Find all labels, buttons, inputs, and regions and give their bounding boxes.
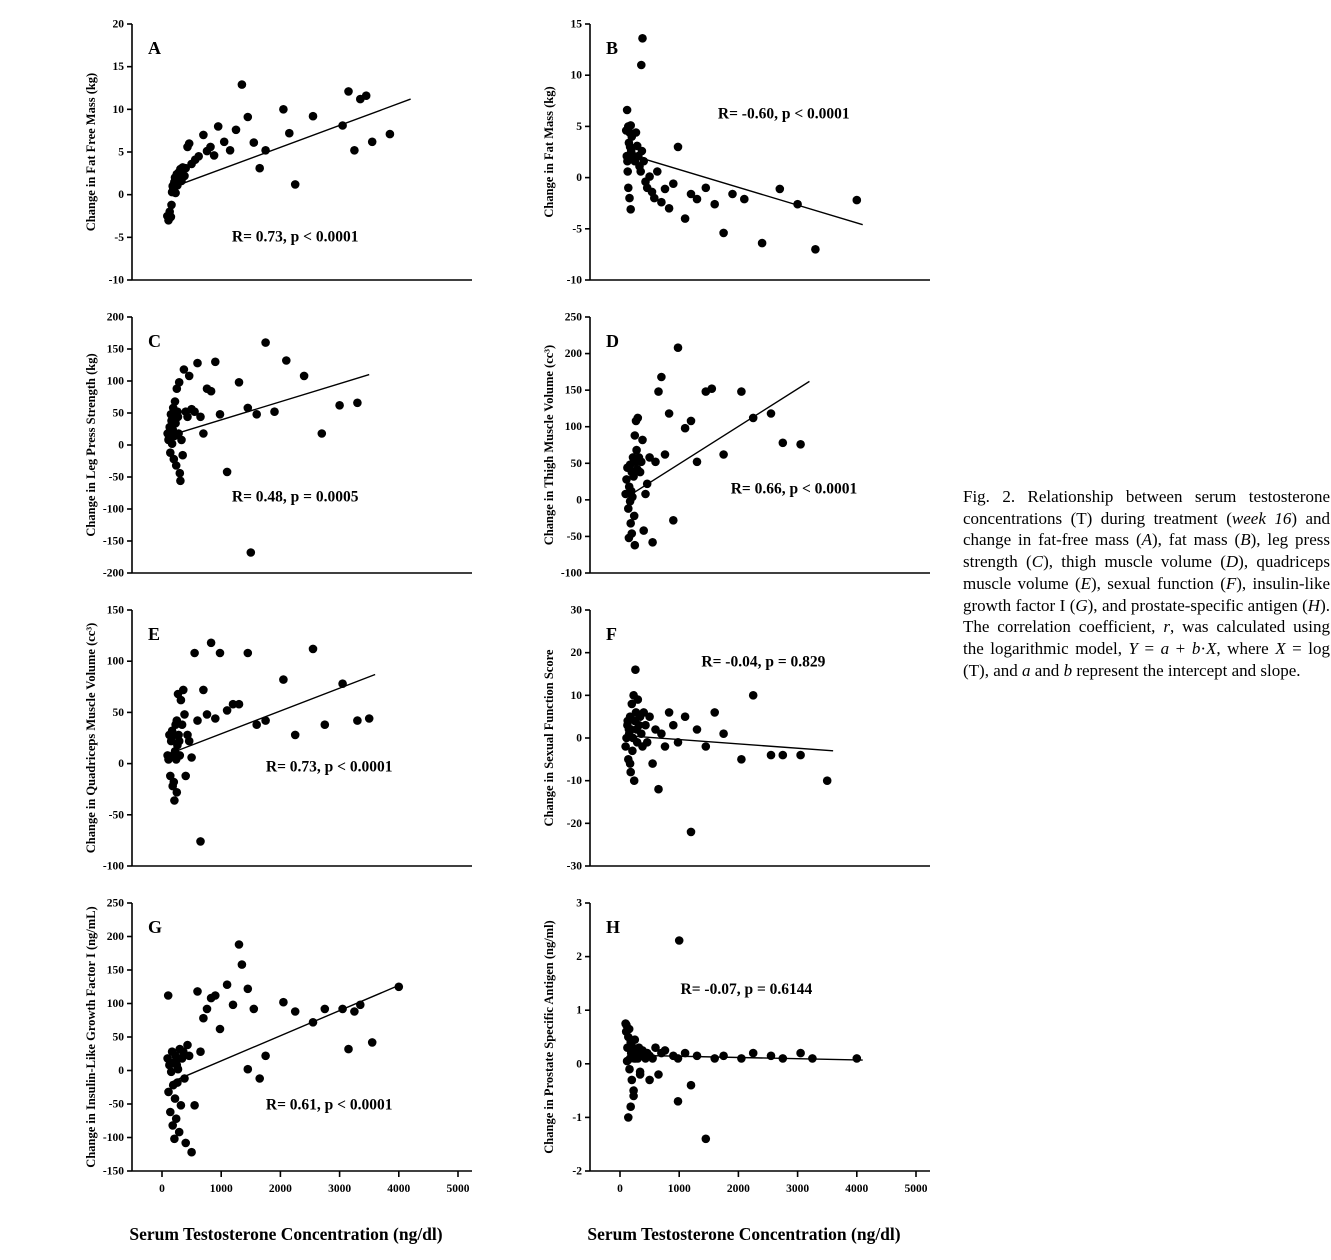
caption-text-segment: =: [1137, 638, 1161, 658]
svg-text:-100: -100: [102, 1132, 124, 1144]
caption-text-segment: ), sexual function (: [1091, 573, 1226, 593]
caption-italic-segment: X: [1275, 638, 1286, 658]
svg-text:0: 0: [159, 1183, 165, 1195]
svg-text:0: 0: [576, 494, 582, 507]
caption-italic-segment: b: [1063, 660, 1073, 680]
svg-text:0: 0: [576, 1058, 582, 1071]
svg-text:5000: 5000: [446, 1183, 470, 1195]
svg-text:-100: -100: [102, 503, 124, 516]
svg-text:100: 100: [106, 998, 124, 1010]
panel-letter: D: [606, 331, 619, 351]
panel-H: [540, 891, 948, 1212]
panel-letter: B: [606, 38, 619, 58]
caption-text-segment: ), fat mass (: [1152, 530, 1241, 550]
svg-text:0: 0: [118, 1065, 124, 1077]
left-chart-column: [82, 12, 490, 1245]
svg-text:-50: -50: [108, 471, 124, 484]
svg-text:4000: 4000: [387, 1183, 411, 1195]
data-points: [621, 343, 805, 549]
svg-text:-50: -50: [566, 530, 582, 543]
svg-text:-150: -150: [102, 535, 124, 548]
y-tick-labels: [561, 312, 590, 580]
svg-text:2: 2: [576, 951, 582, 964]
svg-text:-5: -5: [114, 231, 124, 244]
svg-text:-2: -2: [572, 1165, 582, 1178]
svg-text:50: 50: [570, 457, 582, 470]
data-points: [163, 80, 394, 224]
x-axis-title-left: Serum Testosterone Concentration (ng/dl): [129, 1224, 443, 1244]
caption-text-segment: Fig. 2. Relationship between serum testosterone concentrations (T) during treatment (: [963, 487, 1330, 528]
caption-text-segment: , where: [1216, 638, 1276, 658]
caption-text-segment: = log (T), and: [963, 638, 1331, 680]
panel-H-plot: [540, 891, 948, 1207]
caption-text-segment: ), leg press strength (: [963, 530, 1330, 572]
svg-text:100: 100: [564, 421, 582, 434]
y-tick-labels: [103, 898, 132, 1178]
right-chart-column: [540, 12, 948, 1245]
x-tick-labels: [617, 1171, 928, 1195]
caption-text-segment: and: [1030, 660, 1064, 680]
svg-text:10: 10: [570, 69, 582, 82]
svg-text:250: 250: [106, 897, 124, 910]
correlation-annotation: R= -0.60, p < 0.0001: [717, 105, 850, 123]
panel-D: [540, 305, 948, 590]
svg-text:20: 20: [570, 647, 582, 660]
svg-text:0: 0: [576, 172, 582, 185]
caption-text-segment: ). The correlation coefficient,: [963, 595, 1330, 637]
svg-text:200: 200: [106, 311, 124, 324]
svg-text:1: 1: [576, 1004, 582, 1017]
data-points: [622, 34, 861, 254]
caption-italic-segment: H: [1307, 595, 1321, 615]
caption-italic-segment: F: [1225, 573, 1237, 593]
svg-text:200: 200: [564, 348, 582, 361]
svg-text:150: 150: [564, 384, 582, 397]
y-tick-labels: [109, 19, 132, 287]
svg-text:0: 0: [118, 189, 124, 202]
y-tick-labels: [567, 19, 590, 287]
svg-text:1000: 1000: [667, 1183, 691, 1195]
svg-text:0: 0: [118, 758, 124, 771]
correlation-annotation: R= -0.07, p = 0.6144: [680, 981, 813, 999]
panel-F-plot: [540, 598, 948, 878]
y-axis-label: Change in Prostate Specific Antigen (ng/ml): [542, 920, 556, 1154]
y-axis-label: Change in Sexual Function Score: [542, 649, 556, 827]
svg-text:-1: -1: [572, 1111, 582, 1124]
y-axis-label: Change in Thigh Muscle Volume (cc³): [542, 344, 556, 546]
y-axis-label: Change in Fat Free Mass (kg): [84, 72, 98, 232]
data-points: [163, 338, 361, 557]
caption-italic-segment: week 16: [1231, 508, 1292, 528]
svg-text:0: 0: [576, 732, 582, 745]
svg-text:250: 250: [564, 311, 582, 324]
caption-italic-segment: B: [1240, 530, 1251, 550]
correlation-annotation: R= 0.66, p < 0.0001: [730, 480, 858, 498]
svg-text:10: 10: [112, 103, 124, 116]
data-points: [621, 665, 831, 836]
svg-text:-150: -150: [102, 1165, 124, 1178]
panel-letter: C: [148, 331, 161, 351]
svg-text:150: 150: [106, 343, 124, 356]
panel-A: [82, 12, 490, 297]
svg-text:0: 0: [118, 439, 124, 452]
svg-text:-50: -50: [108, 809, 124, 822]
panel-letter: A: [148, 38, 161, 58]
panel-letter: E: [148, 624, 161, 644]
y-tick-labels: [103, 312, 132, 580]
caption-italic-segment: X: [1205, 638, 1217, 658]
svg-text:150: 150: [106, 964, 124, 977]
panel-B-plot: [540, 12, 948, 292]
svg-text:1000: 1000: [209, 1183, 233, 1195]
caption-italic-segment: E: [1080, 573, 1091, 593]
panel-G: [82, 891, 490, 1212]
correlation-annotation: R= 0.61, p < 0.0001: [265, 1096, 393, 1114]
panel-D-plot: [540, 305, 948, 585]
data-points: [621, 936, 861, 1143]
svg-text:2000: 2000: [726, 1183, 750, 1195]
y-axis-label: Change in Quadriceps Muscle Volume (cc³): [84, 622, 98, 854]
y-axis-label: Change in Insulin-Like Growth Factor I (ng/mL): [84, 906, 98, 1168]
caption-italic-segment: C: [1031, 552, 1044, 572]
x-axis-title-right: Serum Testosterone Concentration (ng/dl): [587, 1224, 901, 1244]
svg-text:-100: -100: [560, 567, 582, 580]
svg-text:100: 100: [106, 375, 124, 388]
caption-italic-segment: b: [1191, 638, 1201, 658]
svg-text:-50: -50: [108, 1098, 124, 1111]
svg-text:20: 20: [112, 18, 124, 31]
panel-F: [540, 598, 948, 883]
y-axis-label: Change in Leg Press Strength (kg): [84, 353, 98, 537]
caption-text-segment: ), insulin-like growth factor I (: [963, 573, 1330, 615]
caption-text-segment: ), thigh muscle volume (: [1043, 552, 1226, 572]
svg-text:-10: -10: [566, 775, 582, 788]
svg-text:-100: -100: [102, 860, 124, 873]
svg-text:0: 0: [617, 1183, 623, 1195]
panel-G-plot: [82, 891, 490, 1207]
panel-E: [82, 598, 490, 883]
svg-text:2000: 2000: [268, 1183, 292, 1195]
svg-text:50: 50: [112, 1031, 124, 1044]
caption-text-segment: , was calculated using the logarithmic model,: [963, 617, 1330, 658]
svg-text:3: 3: [576, 897, 582, 910]
correlation-annotation: R= 0.73, p < 0.0001: [231, 228, 359, 246]
caption-text-segment: ·: [1200, 638, 1206, 658]
panel-letter: G: [148, 917, 163, 937]
svg-text:50: 50: [112, 407, 124, 420]
correlation-annotation: R= 0.73, p < 0.0001: [265, 758, 393, 776]
svg-text:5: 5: [118, 146, 124, 159]
caption-italic-segment: A: [1141, 530, 1152, 550]
svg-text:150: 150: [106, 604, 124, 617]
y-tick-labels: [567, 605, 590, 873]
panel-E-plot: [82, 598, 490, 878]
panel-C-plot: [82, 305, 490, 585]
panel-letter: H: [606, 917, 621, 937]
svg-text:-10: -10: [566, 274, 582, 287]
caption-italic-segment: G: [1075, 595, 1088, 615]
caption-italic-segment: Y: [1128, 638, 1138, 658]
caption-text-segment: ) and change in fat-free mass (: [963, 508, 1330, 550]
svg-text:5000: 5000: [904, 1183, 928, 1195]
svg-text:50: 50: [112, 706, 124, 719]
svg-text:-10: -10: [108, 274, 124, 287]
caption-text-segment: +: [1169, 638, 1192, 658]
caption-italic-segment: a: [1022, 660, 1031, 680]
correlation-annotation: R= 0.48, p = 0.0005: [231, 488, 359, 506]
data-points: [163, 639, 373, 846]
panel-B: [540, 12, 948, 297]
svg-text:5: 5: [576, 120, 582, 133]
panel-A-plot: [82, 12, 490, 292]
svg-text:3000: 3000: [786, 1183, 810, 1195]
regression-line: [628, 736, 833, 751]
svg-text:15: 15: [570, 18, 582, 31]
y-tick-labels: [572, 898, 590, 1178]
caption-italic-segment: r: [1163, 617, 1170, 637]
svg-text:-200: -200: [102, 567, 124, 580]
y-tick-labels: [103, 605, 132, 873]
caption-text-segment: ), quadriceps muscle volume (: [963, 552, 1330, 593]
svg-text:-30: -30: [566, 860, 582, 873]
figure-caption: [963, 486, 1330, 681]
svg-text:100: 100: [106, 655, 124, 668]
panel-letter: F: [606, 624, 617, 644]
svg-text:15: 15: [112, 61, 124, 74]
svg-text:-5: -5: [572, 223, 582, 236]
caption-text-segment: represent the intercept and slope.: [1072, 660, 1301, 680]
svg-text:3000: 3000: [328, 1183, 352, 1195]
svg-text:10: 10: [570, 689, 582, 702]
svg-text:200: 200: [106, 931, 124, 943]
caption-italic-segment: D: [1225, 552, 1239, 572]
caption-italic-segment: a: [1160, 638, 1170, 658]
svg-text:30: 30: [570, 604, 582, 617]
correlation-annotation: R= -0.04, p = 0.829: [701, 653, 826, 671]
y-axis-label: Change in Fat Mass (kg): [542, 86, 556, 218]
x-tick-labels: [159, 1171, 470, 1195]
panel-C: [82, 305, 490, 590]
svg-text:4000: 4000: [845, 1183, 869, 1195]
data-points: [163, 940, 403, 1156]
svg-text:-20: -20: [566, 817, 582, 830]
caption-text-segment: ), and prostate-specific antigen (: [1087, 595, 1308, 615]
